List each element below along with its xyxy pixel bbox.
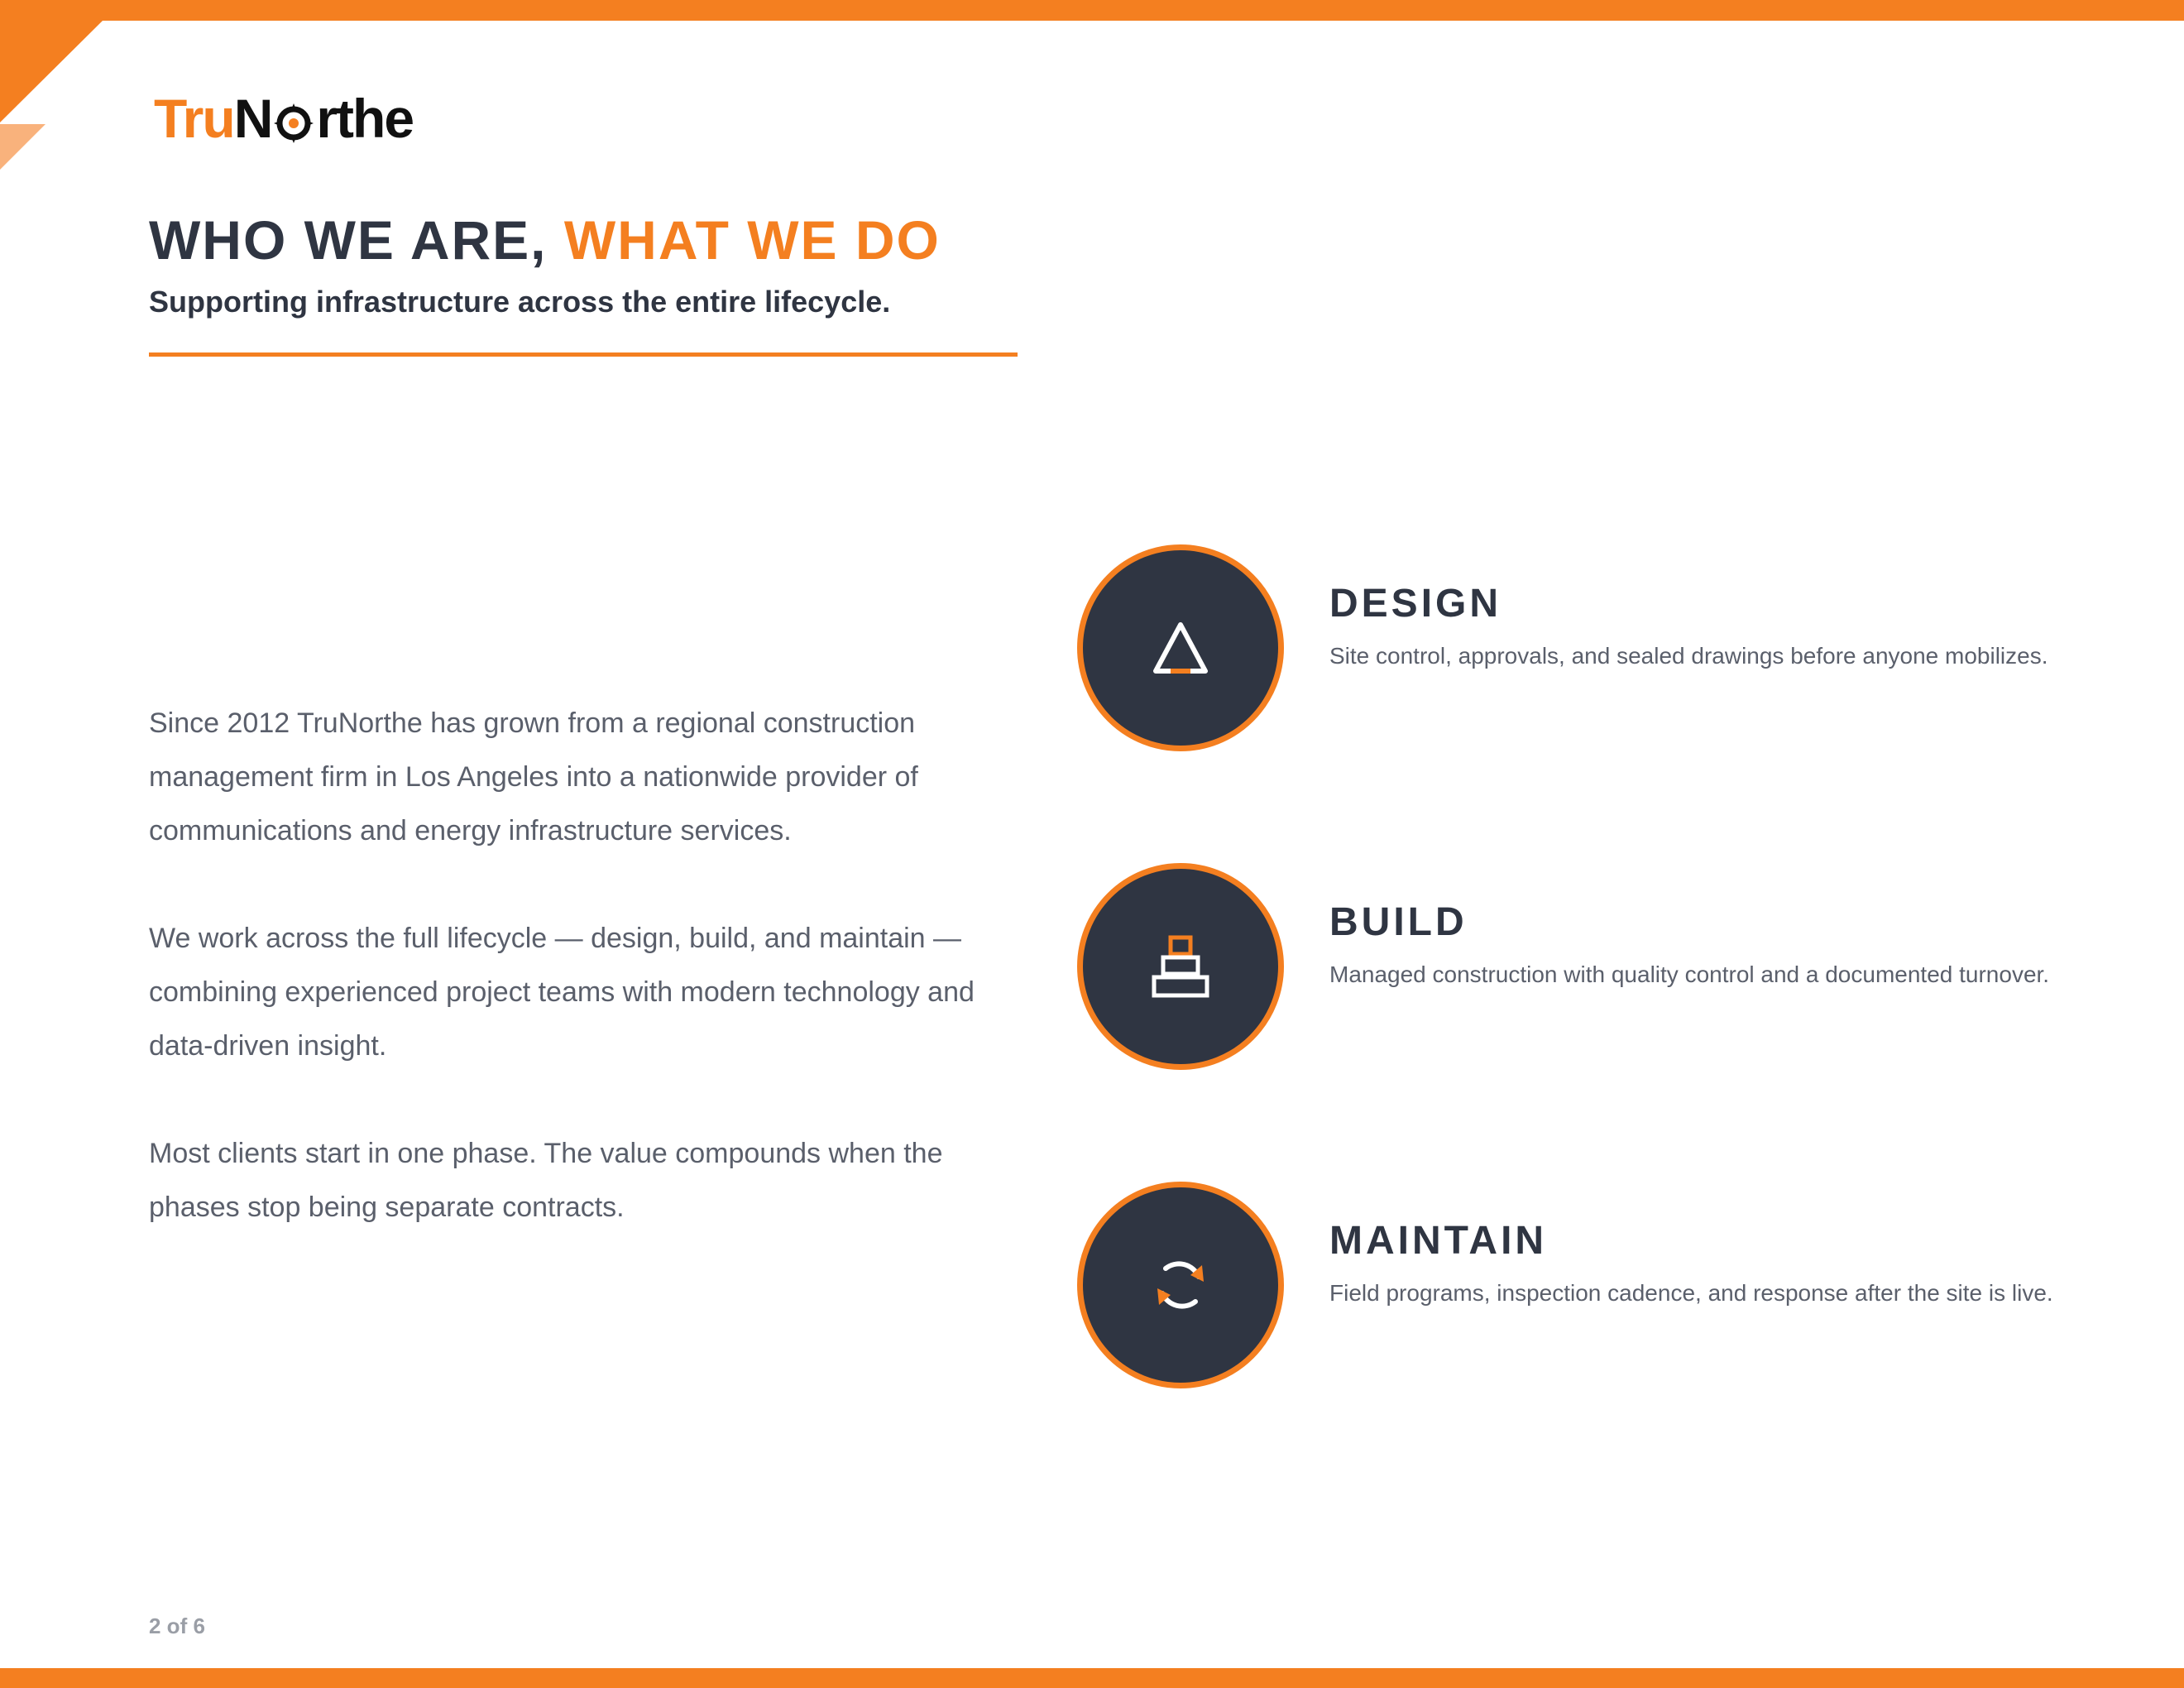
page-subtitle: Supporting infrastructure across the entire lifecycle. <box>149 285 891 319</box>
paragraph: Most clients start in one phase. The value compounds when the phases stop being separate contracts. <box>149 1138 943 1223</box>
paragraph: We work across the full lifecycle — design, build, and maintain — combining experienced project teams with modern technology and data-driven insight. <box>149 923 975 1062</box>
refresh-cycle-icon <box>1147 1252 1214 1318</box>
triangle-icon <box>1147 615 1214 681</box>
phase-icon-circle <box>1077 1182 1284 1388</box>
phase-title: MAINTAIN <box>1329 1219 1548 1263</box>
page-indicator: 2 of 6 <box>149 1614 205 1638</box>
stacked-blocks-icon <box>1147 931 1214 1002</box>
paragraph: Since 2012 TruNorthe has grown from a regional construction management firm in Los Angeles into a nationwide provider of communications and energy infrastructure services. <box>149 707 918 846</box>
phase-design <box>1077 544 2070 753</box>
phase-icon-circle <box>1077 544 1284 751</box>
phase-description: Field programs, inspection cadence, and response after the site is live. <box>1329 1280 2053 1306</box>
page-title-dark: WHO WE ARE, <box>149 209 564 271</box>
company-logo <box>154 89 413 147</box>
logo-text-tru: Tru <box>154 88 234 149</box>
phase-title: DESIGN <box>1329 582 1502 626</box>
compass-icon <box>272 97 315 140</box>
top-accent-bar <box>0 0 2184 21</box>
intro-text <box>149 697 976 1288</box>
corner-decoration <box>0 0 108 174</box>
page-title <box>149 209 941 271</box>
phase-title: BUILD <box>1329 900 1468 944</box>
title-divider <box>149 352 1018 357</box>
phase-build <box>1077 863 2070 1072</box>
phase-description: Site control, approvals, and sealed drawings before anyone mobilizes. <box>1329 643 2048 669</box>
bottom-accent-bar <box>0 1668 2184 1688</box>
phase-maintain <box>1077 1182 2070 1390</box>
logo-text-n: N <box>233 88 272 149</box>
phase-icon-circle <box>1077 863 1284 1070</box>
logo-text-rthe: rthe <box>316 88 414 149</box>
phase-description: Managed construction with quality control and a documented turnover. <box>1329 961 2050 987</box>
page-title-accent: WHAT WE DO <box>563 209 941 271</box>
